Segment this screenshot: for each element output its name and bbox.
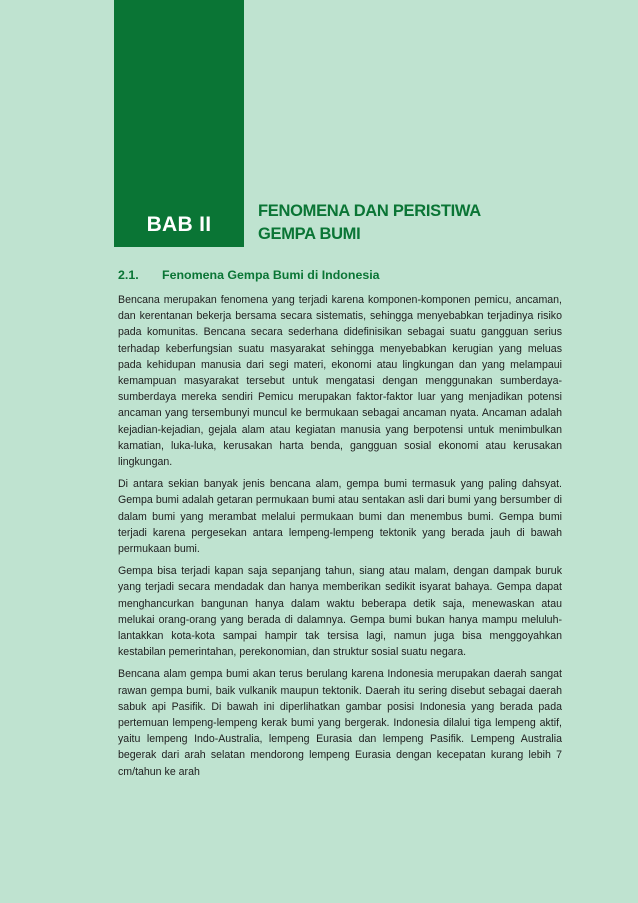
chapter-title-line-1: FENOMENA DAN PERISTIWA xyxy=(258,202,481,220)
section-number: 2.1. xyxy=(118,268,139,282)
section-title: Fenomena Gempa Bumi di Indonesia xyxy=(162,268,380,282)
chapter-title xyxy=(258,200,481,246)
chapter-title-line-2: GEMPA BUMI xyxy=(258,225,361,243)
body-text xyxy=(118,292,562,786)
chapter-block xyxy=(114,0,244,247)
paragraph-1: Bencana merupakan fenomena yang terjadi karena komponen-komponen pemicu, ancaman, dan kerentanan bekerja bersama secara sistematis, sehingga menyebabkan terjadinya risiko pada komunitas. Bencana secara sederhana didefinisikan sebagai suatu gangguan serius terhadap keberfungsian suatu masyarakat sehingga menyebabkan kerugian yang meluas pada kehidupan manusia dari segi materi, ekonomi atau lingkungan dan yang melampaui kemampuan masyarakat tersebut untuk mengatasi dengan menggunakan sumberdaya-sumberdaya mereka sendiri Pemicu merupakan faktor-faktor luar yang menjadikan potensi ancaman yang tersembunyi muncul ke bermukaan sebagai ancaman nyata. Ancaman adalah kejadian-kejadian, gejala alam atau kegiatan manusia yang berpotensi untuk menimbulkan kamatian, luka-luka, kerusakan harta benda, gangguan sosial ekonomi atau kerusakan lingkungan. xyxy=(118,294,562,469)
paragraph-2: Di antara sekian banyak jenis bencana alam, gempa bumi termasuk yang paling dahsyat. Gempa bumi adalah getaran permukaan bumi atau sentakan asli dari bumi yang bersumber di dalam bumi yang merambat melalui permukaan bumi dan menembus bumi. Gempa bumi terjadi karena pergesekan antara lempeng-lempeng tektonik yang berada jauh di bawah permukaan bumi. xyxy=(118,478,562,556)
paragraph-3: Gempa bisa terjadi kapan saja sepanjang tahun, siang atau malam, dengan dampak buruk yang terjadi secara mendadak dan hanya memberikan sedikit isyarat bahaya. Gempa dapat menghancurkan bangunan hanya dalam waktu beberapa detik saja, menewaskan atau melukai orang-orang yang berada di dalamnya. Gempa bumi bukan hanya mampu meluluh-lantakkan kota-kota sampai hampir tak tersisa lagi, namun juga bisa menggoyahkan kestabilan pemerintahan, perekonomian, dan struktur sosial suatu negara. xyxy=(118,565,562,659)
paragraph-4: Bencana alam gempa bumi akan terus berulang karena Indonesia merupakan daerah sangat rawan gempa bumi, baik vulkanik maupun tektonik. Daerah itu sering disebut sebagai daerah sabuk api Pasifik. Di bawah ini diperlihatkan gambar posisi Indonesia yang berada pada pertemuan lempeng-lempeng kerak bumi yang bergerak. Indonesia dilalui tiga lempeng aktif, yaitu lempeng Indo-Australia, lempeng Eurasia dan lempeng Pasifik. Lempeng Australia begerak dari arah selatan mendorong lempeng Eurasia dengan kecepatan kurang lebih 7 cm/tahun ke arah xyxy=(118,668,562,778)
section-heading xyxy=(118,268,380,282)
chapter-label: BAB II xyxy=(146,213,212,236)
